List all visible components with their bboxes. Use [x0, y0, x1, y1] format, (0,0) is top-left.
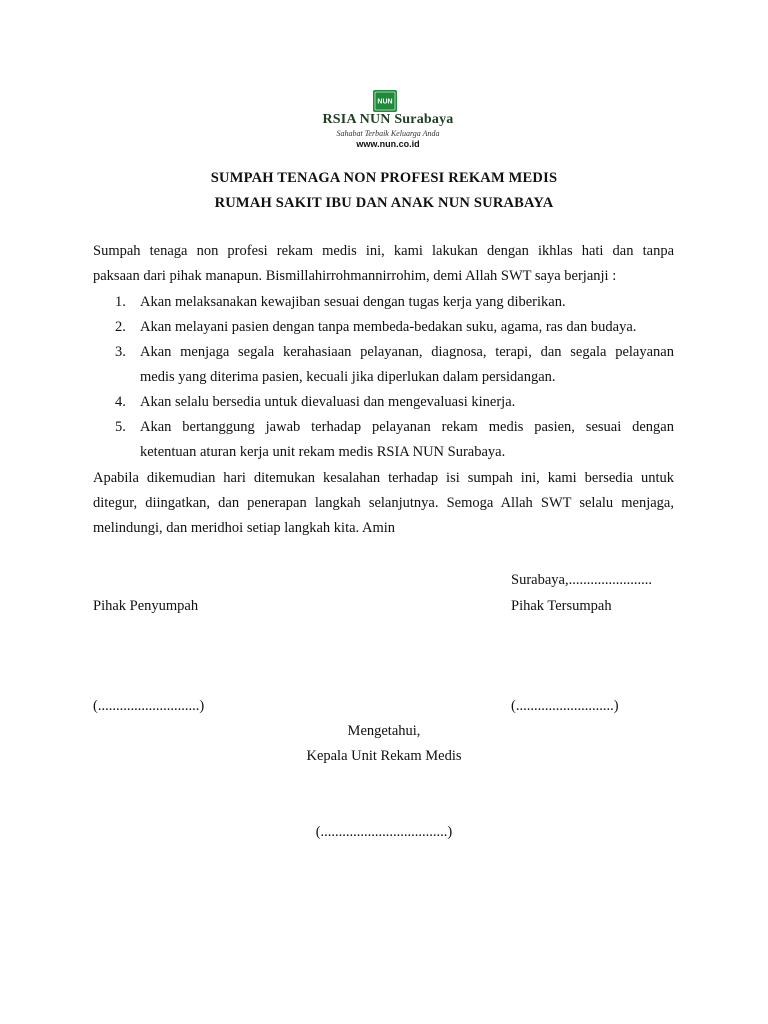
intro-line: Sumpah tenaga non profesi rekam medis ini, kami lakukan dengan ikhlas hati dan tanpa	[93, 243, 674, 259]
oath-item-number: 2.	[115, 319, 126, 335]
nun-logo-icon	[373, 90, 397, 112]
logo-tagline: Sahabat Terbaik Keluarga Anda	[336, 129, 440, 138]
left-role: Pihak Penyumpah	[93, 598, 199, 614]
oath-item-text: ketentuan aturan kerja unit rekam medis RSIA NUN Surabaya.	[140, 444, 506, 460]
right-role: Pihak Tersumpah	[511, 598, 612, 614]
logo-url: www.nun.co.id	[356, 139, 420, 149]
oath-item-number: 5.	[115, 419, 126, 435]
oath-item-number: 1.	[115, 294, 126, 310]
place-date: Surabaya,.......................	[511, 572, 652, 588]
oath-item	[93, 315, 674, 340]
oath-item-text: Akan menjaga segala kerahasiaan pelayanan, diagnosa, terapi, dan segala pelayanan	[140, 344, 674, 360]
closing-paragraph	[93, 466, 674, 541]
oath-item-text: medis yang diterima pasien, kecuali jika diperlukan dalam persidangan.	[140, 369, 556, 385]
left-signature-blank: (............................)	[93, 698, 205, 714]
oath-item-number: 4.	[115, 394, 126, 410]
oath-item-number: 3.	[115, 344, 126, 360]
oath-item	[93, 390, 674, 415]
oath-item	[93, 340, 674, 390]
oath-item-text: Akan selalu bersedia untuk dievaluasi dan mengevaluasi kinerja.	[140, 394, 516, 410]
head-role: Kepala Unit Rekam Medis	[306, 748, 462, 764]
closing-line: Apabila dikemudian hari ditemukan kesalahan terhadap isi sumpah ini, kami bersedia untuk	[93, 470, 674, 486]
oath-item-text: Akan melayani pasien dengan tanpa membeda-bedakan suku, agama, ras dan budaya.	[140, 319, 637, 335]
closing-line: ditegur, diingatkan, dan penerapan langkah selanjutnya. Semoga Allah SWT selalu menjaga,	[93, 495, 674, 511]
acknowledge-label: Mengetahui,	[347, 723, 421, 739]
closing-line: melindungi, dan meridhoi setiap langkah kita. Amin	[93, 520, 396, 536]
hospital-logo	[318, 88, 458, 152]
head-signature-blank: (...................................)	[315, 824, 453, 840]
intro-paragraph	[93, 239, 674, 289]
logo-mark-text: NUN	[377, 98, 393, 106]
right-signature-blank: (...........................)	[511, 698, 619, 714]
oath-item	[93, 290, 674, 315]
oath-list	[93, 290, 674, 465]
intro-line: paksaan dari pihak manapun. Bismillahirrohmannirrohim, demi Allah SWT saya berjanji :	[93, 268, 617, 284]
oath-item	[93, 415, 674, 465]
logo-name: RSIA NUN Surabaya	[322, 112, 454, 127]
document-title-line2: RUMAH SAKIT IBU DAN ANAK NUN SURABAYA	[214, 195, 554, 211]
document-title-line1: SUMPAH TENAGA NON PROFESI REKAM MEDIS	[210, 170, 558, 186]
oath-item-text: Akan bertanggung jawab terhadap pelayanan rekam medis pasien, sesuai dengan	[140, 419, 674, 435]
oath-item-text: Akan melaksanakan kewajiban sesuai dengan tugas kerja yang diberikan.	[140, 294, 566, 310]
